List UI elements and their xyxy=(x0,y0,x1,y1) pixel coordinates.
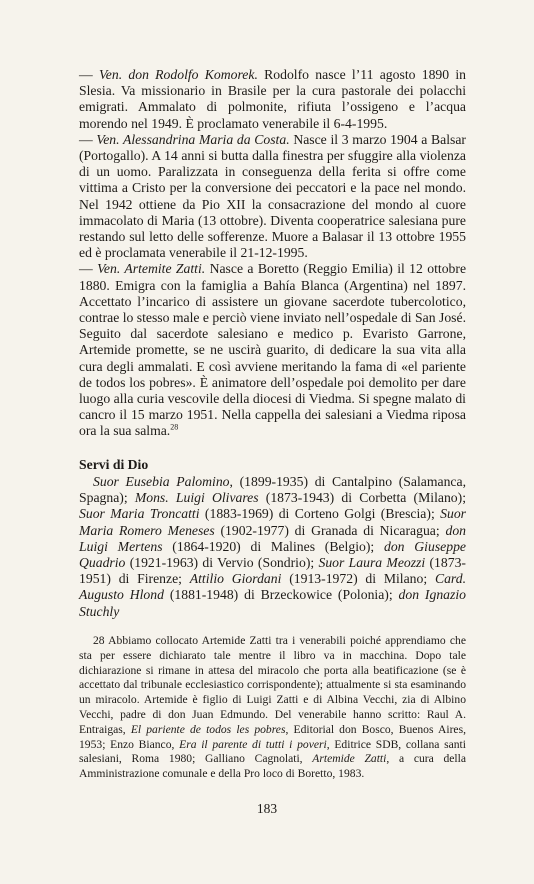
servo-name: don Giuseppe Quadrio xyxy=(79,538,466,571)
servo-text: (1902-1977) di Granada di Nicaragua; xyxy=(214,522,446,538)
servo-name: Suor Maria Romero Meneses xyxy=(79,506,466,538)
entry-da-costa xyxy=(79,132,466,262)
book-title: Artemide Zatti xyxy=(312,752,387,766)
servo-text: (1913-1972) di Milano; xyxy=(281,571,435,587)
servo-name: don Ignazio Stuchly xyxy=(79,587,466,619)
servo-text: (1864-1920) di Malines (Belgio); xyxy=(162,538,384,554)
entry-text: Nasce a Boretto (Reggio Emilia) il 12 ottobre 1880. Emigra con la famiglia a Bahía Blanca (Argentina) nel 1897. Accettato l’incarico di assistere un giovane sacerdote tubercolotico, contrae lo stesso male e perciò viene inviato nell’ospedale di San José. Seguito dal sacerdote salesiano e medico p. Evaristo Garrone, Artemide promette, se ne uscirà guarito, di dedicare la sua vita alla cura degli ammalati. E così avviene meritando la fama di «el pariente de todos los pobres». È animatore dell’ospedale poi demolito per dare luogo alla curia vescovile della diocesi di Viedma. Si spegne malato di cancro il 15 marzo 1951. Nella cappella dei salesiani a Viedma riposa ora la sua salma. xyxy=(79,261,467,439)
entry-dash: — xyxy=(79,131,97,147)
servo-text: (1921-1963) di Vervio (Sondrio); xyxy=(125,555,319,571)
servo-name: Suor Eusebia Palomino xyxy=(93,474,230,489)
entry-name: Ven. don Rodolfo Komorek. xyxy=(98,67,258,82)
entry-name: Ven. Artemite Zatti. xyxy=(97,261,206,277)
entry-dash: — xyxy=(79,67,99,82)
venerabili-list xyxy=(79,67,466,440)
servo-name: Attilio Giordani xyxy=(189,571,282,587)
servo-text: (1873-1951) di Firenze; xyxy=(79,555,466,587)
entry-text: Nasce il 3 marzo 1904 a Balsar (Portogallo). A 14 anni si butta dalla finestra per sfuggire alla violenza di un uomo. Paralizzata in conseguenza della ferita si offre come vittima a Cristo per la conversione dei peccatori e la pace nel mondo. Nel 1942 ottiene da Pio XII la consacrazione del mondo al cuore immacolato di Maria (13 ottobre). Diventa cooperatrice salesiana pure restando sul letto delle sofferenze. Muore a Balasar il 13 ottobre 1955 ed è proclamata venerabile il 21-12-1995. xyxy=(79,131,466,261)
servo-name: Suor Maria Troncatti xyxy=(79,506,200,522)
footnote-number: 28 xyxy=(93,634,105,647)
entry-komorek xyxy=(79,67,466,132)
servo-name: Suor Laura Meozzi xyxy=(318,555,426,571)
servo-text: , (1899-1935) di Cantalpino (Salamanca, Spagna); xyxy=(79,474,466,506)
footnote-text: , Editrice SDB, collana santi salesiani, Roma 1980; Galliano Cagnolati, xyxy=(79,737,466,766)
servi-di-dio-list xyxy=(79,474,466,620)
servo-name: don Luigi Mertens xyxy=(79,522,466,554)
servo-text: (1883-1969) di Corteno Golgi (Brescia); xyxy=(199,506,441,522)
entry-dash: — xyxy=(79,261,98,277)
book-title: El pariente de todos les pobres xyxy=(130,722,286,736)
servo-text: (1881-1948) di Brzeckowice (Polonia); xyxy=(163,587,399,603)
footnote xyxy=(79,634,466,782)
footnote-text: , Editorial don Bosco, Buenos Aires, 1953; Enzo Bianco, xyxy=(79,722,466,751)
entry-zatti xyxy=(79,261,466,439)
servo-name: Card. Augusto Hlond xyxy=(79,571,466,603)
page-number: 183 xyxy=(256,801,278,816)
servo-name: Mons. Luigi Olivares xyxy=(134,490,259,506)
section-heading: Servi di Dio xyxy=(79,457,149,472)
footnote-text: Abbiamo collocato Artemide Zatti tra i venerabili poiché apprendiamo che sta per essere dichiarato tale mentre il libro va in macchina. Dopo tale dichiarazione si rimane in attesa del miracolo che porta alla beatificazione (se è accettato dal tribunale ecclesiastico corrispondente); attualmente si sta esaminando un miracolo. Artemide è figlio di Luigi Zatti e di Albina Vecchi, zia di Albino Vecchi, padre di don Juan Edmundo. Del venerabile hanno scritto: Raul A. Entraigas, xyxy=(79,634,466,736)
entry-text: Rodolfo nasce l’11 agosto 1890 in Slesia. Va missionario in Brasile per la cura pastorale dei polacchi emigrati. Ammalato di polmonite, rifiuta l’ossigeno e l’acqua morendo nel 1949. È proclamato venerabile il 6-4-1995. xyxy=(79,67,467,131)
entry-name: Ven. Alessandrina Maria da Costa. xyxy=(96,131,290,147)
servo-text: (1873-1943) di Corbetta (Milano); xyxy=(258,490,466,506)
footnote-text: , a cura della Amministrazione comunale e della Pro loco di Boretto, 1983. xyxy=(79,752,466,781)
footnote-ref: 28 xyxy=(170,422,179,432)
book-title: Era il parente di tutti i poveri xyxy=(179,737,327,751)
